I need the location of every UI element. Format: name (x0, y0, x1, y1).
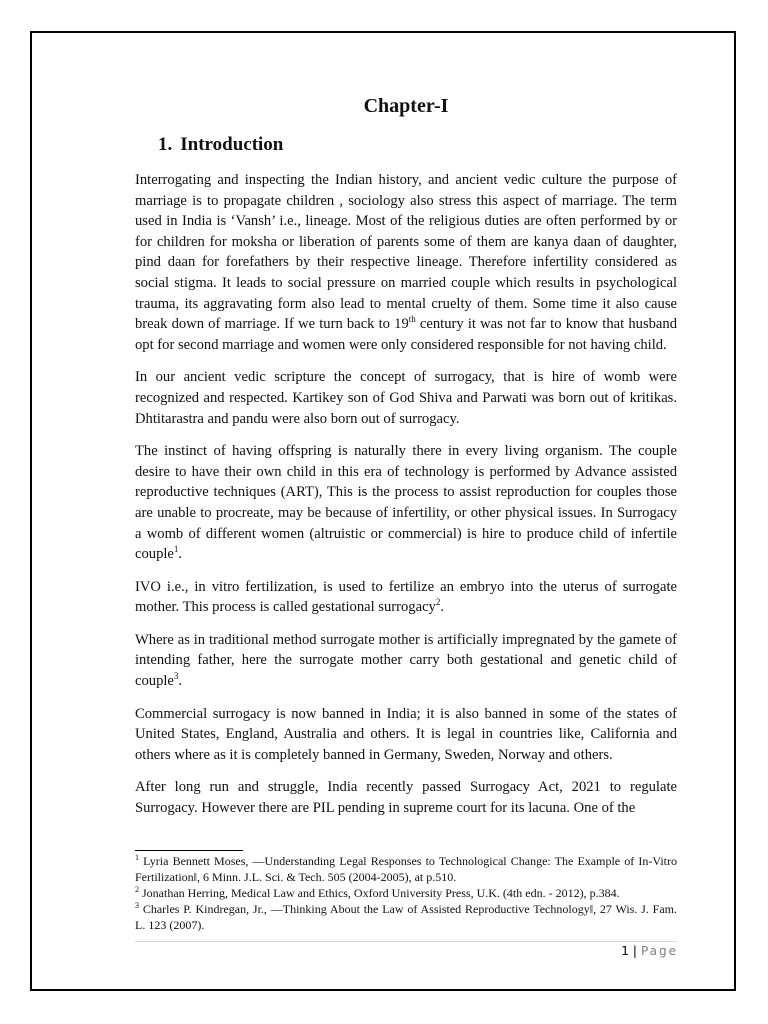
footer-rule (135, 941, 677, 942)
footnote-separator (135, 850, 243, 851)
footnote-text: Jonathan Herring, Medical Law and Ethics, Oxford University Press, U.K. (4th edn. - 2012), p.384. (139, 886, 620, 900)
footnote-ref-2[interactable]: 2 (435, 597, 441, 608)
paragraph-3 (135, 441, 677, 565)
section-heading (158, 132, 677, 158)
footnote-number: 2 (135, 885, 139, 894)
superscript-th: th (408, 314, 416, 325)
footer-separator: | (632, 944, 637, 958)
paragraph-1-text: Interrogating and inspecting the Indian history, and ancient vedic culture the purpose of marriage is to propagate children , sociology also stress this aspect of marriage. The term used in India is ‘Vansh’ i.e., lineage. Most of the religious duties are often performed by or for children for moksha or liberation of parents some of them are kanya daan of daughter, pind daan for forefathers by their respective lineage. Therefore infertility considered as social stigma. It leads to social pressure on married couple which results in psychological trauma, its aggravating form also lead to mental cruelty of them. Some time it also cause break down of marriage. If we turn back to 19 (135, 172, 677, 333)
paragraph-5 (135, 630, 677, 692)
page-label: Page (640, 944, 678, 958)
footnote-number: 3 (135, 901, 139, 910)
footnote-ref-1[interactable]: 1 (173, 544, 179, 555)
paragraph-4-text: IVO i.e., in vitro fertilization, is used to fertilize an embryo into the uterus of surrogate mother. This process is called gestational surrogacy (135, 578, 677, 616)
footnote-3 (135, 901, 677, 933)
section-title: Introduction (180, 134, 284, 155)
chapter-title: Chapter-I (363, 95, 449, 117)
paragraph-3-end: . (178, 546, 183, 563)
footnote-1 (135, 853, 677, 885)
paragraph-2: In our ancient vedic scripture the concept of surrogacy, that is hire of womb were recognized and respected. Kartikey son of God Shiva and Parwati was born out of kritikas. Dhtitarastra and pandu were also born out of surrogacy. (135, 369, 677, 427)
paragraph-1 (135, 170, 677, 355)
footnote-ref-3[interactable]: 3 (173, 671, 179, 682)
paragraph-6: Commercial surrogacy is now banned in India; it is also banned in some of the states of United States, England, Australia and others. It is legal in countries like, California and others where as it is completely banned in Germany, Sweden, Norway and others. (135, 705, 677, 763)
paragraph-4-end: . (440, 599, 445, 616)
paragraph-5-end: . (178, 673, 183, 690)
footnote-text: Lyria Bennett Moses, —Understanding Legal Responses to Technological Change: The Example of In-Vitro Fertilization‖, 6 Minn. J.L. Sci. & Tech. 505 (2004-2005), at p.510. (135, 854, 677, 884)
section-number: 1. (158, 134, 173, 155)
footnote-2 (135, 885, 677, 901)
footnotes (135, 853, 677, 933)
page-footer (621, 944, 678, 958)
page-number: 1 (621, 944, 629, 958)
paragraph-4 (135, 577, 677, 618)
paragraph-7: After long run and struggle, India recently passed Surrogacy Act, 2021 to regulate Surrogacy. However there are PIL pending in supreme court for its lacuna. One of the (135, 779, 677, 817)
paragraph-5-text: Where as in traditional method surrogate mother is artificially impregnated by the gamete of intending father, here the surrogate mother carry both gestational and genetic child of couple (135, 631, 677, 690)
paragraph-1-text-end: century it was not far to know that husband opt for second marriage and women were only considered responsible for not having child. (135, 316, 677, 353)
paragraph-3-text: The instinct of having offspring is naturally there in every living organism. The couple desire to have their own child in this era of technology is performed by Advance assisted reproductive techniques (ART), This is the process to assist reproduction for couples those are unable to procreate, may be because of infertility, or other physical issues. In Surrogacy a womb of different women (altruistic or commercial) is hire to produce child of infertile couple (135, 443, 677, 563)
footnote-text: Charles P. Kindregan, Jr., —Thinking About the Law of Assisted Reproductive Technology‖, 27 Wis. J. Fam. L. 123 (2007). (135, 902, 677, 932)
footnote-number: 1 (135, 853, 139, 862)
document-body (135, 90, 677, 831)
